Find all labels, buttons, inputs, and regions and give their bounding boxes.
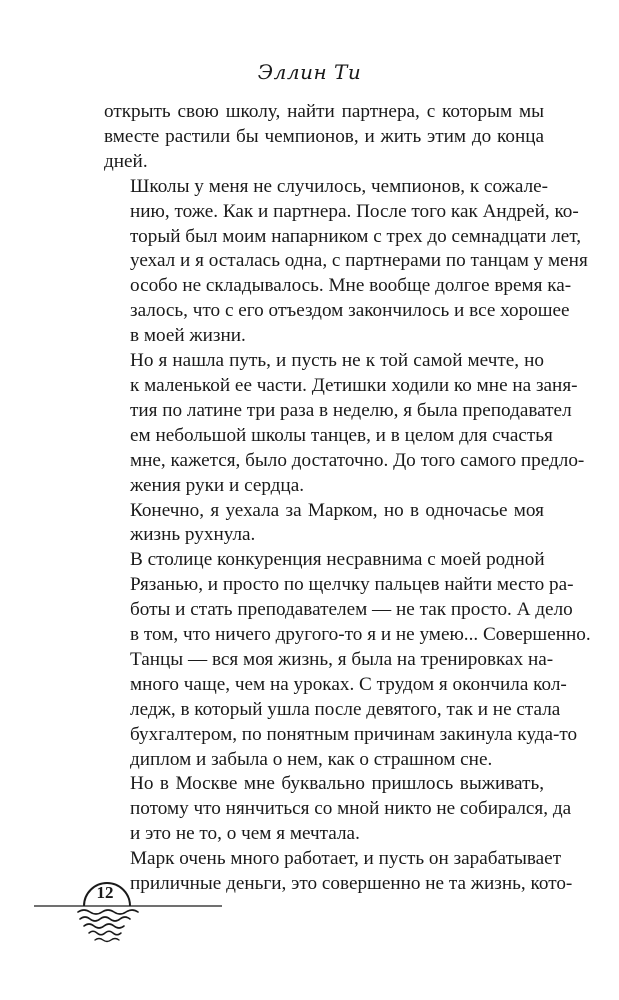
text-line: приличные деньги, это совершенно не та жизнь, кото- bbox=[130, 873, 573, 895]
text-line: диплом и забыла о нем, как о страшном сне. bbox=[130, 748, 493, 770]
running-head-author: Эллин Ти bbox=[257, 60, 362, 84]
text-line: уехал и я осталась одна, с партнерами по танцам у меня bbox=[130, 250, 588, 272]
paragraph bbox=[104, 349, 585, 498]
text-line: В столице конкуренция несравнима с моей родной bbox=[130, 549, 545, 571]
text-line: Танцы — вся моя жизнь, я была на тренировках на- bbox=[130, 648, 554, 670]
text-line: особо не складывалось. Мне вообще долгое время ка- bbox=[130, 275, 572, 297]
text-line: тия по латине три раза в неделю, я была преподавател bbox=[130, 399, 572, 421]
text-line: бухгалтером, по понятным причинам закинула куда-то bbox=[130, 723, 578, 745]
text-line: в моей жизни. bbox=[130, 325, 246, 347]
text-line: открыть свою школу, найти партнера, с которым мы bbox=[104, 101, 544, 122]
body-text bbox=[104, 100, 591, 897]
text-line: торый был моим напарником с трех до семнадцати лет, bbox=[130, 225, 582, 247]
text-line: и это не то, о чем я мечтала. bbox=[130, 823, 360, 845]
paragraph bbox=[104, 548, 591, 772]
text-line: Но я нашла путь, и пусть не к той самой мечте, но bbox=[130, 350, 544, 372]
text-line: потому что нянчиться со мной никто не собирался, да bbox=[130, 798, 572, 820]
text-line: залось, что с его отъездом закончилось и все хорошее bbox=[130, 300, 570, 322]
text-line: ледж, в который ушла после девятого, так и не стала bbox=[130, 698, 561, 720]
text-line: вместе растили бы чемпионов, и жить этим до конца bbox=[104, 125, 544, 147]
paragraph bbox=[104, 772, 572, 847]
text-line: Рязанью, и просто по щелчку пальцев найти место ра- bbox=[130, 574, 574, 596]
paragraph bbox=[104, 175, 588, 349]
text-line: Но в Москве мне буквально пришлось выживать, bbox=[130, 773, 544, 795]
text-line: в том, что ничего другого-то я и не умею... Совершенно. bbox=[130, 624, 591, 646]
text-line: жизнь рухнула. bbox=[130, 524, 256, 546]
text-line: к маленькой ее части. Детишки ходили ко мне на заня- bbox=[130, 374, 578, 396]
paragraph bbox=[104, 100, 544, 175]
text-line: жения руки и сердца. bbox=[130, 474, 305, 496]
text-line: боты и стать преподавателем — не так просто. А дело bbox=[130, 599, 573, 621]
text-line: Школы у меня не случилось, чемпионов, к сожале- bbox=[130, 175, 549, 197]
sun-wave-ornament-icon bbox=[34, 872, 224, 952]
text-line: дней. bbox=[104, 150, 148, 172]
text-line: много чаще, чем на уроках. С трудом я окончила кол- bbox=[130, 673, 567, 695]
paragraph bbox=[104, 499, 544, 549]
text-line: ем небольшой школы танцев, и в целом для счастья bbox=[130, 424, 553, 446]
text-line: мне, кажется, было достаточно. До того самого предло- bbox=[130, 449, 585, 471]
text-line: нию, тоже. Как и партнера. После того как Андрей, ко- bbox=[130, 200, 579, 222]
text-line: Марк очень много работает, и пусть он зарабатывает bbox=[130, 848, 562, 870]
page-number: 12 bbox=[96, 883, 114, 902]
text-line: Конечно, я уехала за Марком, но в одночасье моя bbox=[130, 499, 544, 521]
